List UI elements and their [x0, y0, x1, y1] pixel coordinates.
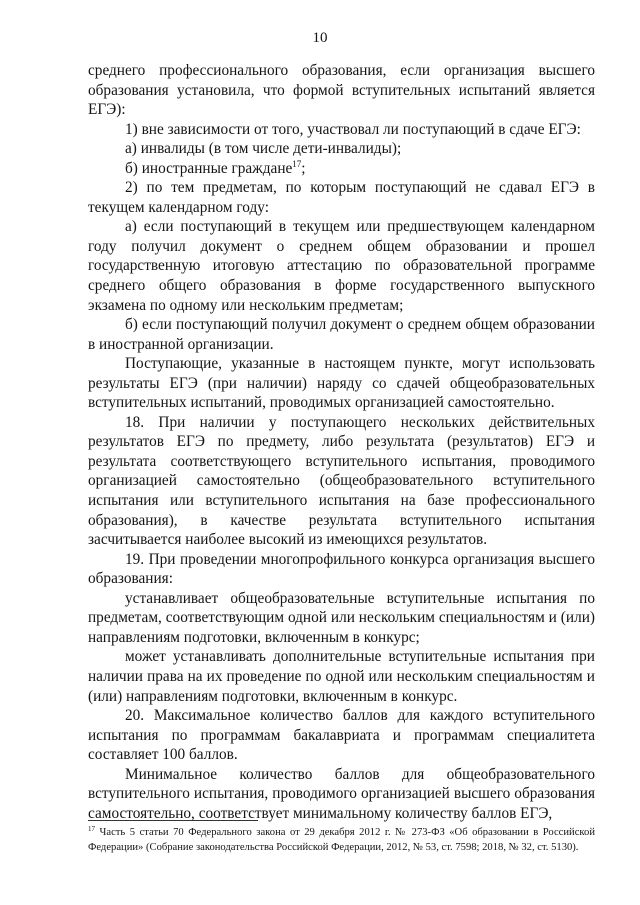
paragraph-item-1b: [88, 159, 595, 179]
footnote-separator: [88, 820, 258, 821]
page-number: 10: [312, 30, 328, 46]
paragraph-continuation: среднего профессионального образования, если организация высшего образования установила, что формой вступительных испытаний является ЕГЭ):: [88, 62, 595, 119]
paragraph-19: 19. При проведении многопрофильного конкурса организация высшего образования:: [88, 550, 595, 588]
paragraph-applicants-note: Поступающие, указанные в настоящем пункте, могут использовать результаты ЕГЭ (при наличии) наряду со сдачей общеобразовательных вступительных испытаний, проводимых организацией самостоятельно.: [88, 355, 595, 412]
paragraph-20: 20. Максимальное количество баллов для каждого вступительного испытания по программам бакалавриата и программам специалитета составляет 100 баллов.: [88, 707, 595, 764]
paragraph-item-2a: а) если поступающий в текущем или предшествующем календарном году получил документ о среднем общем образовании и прошел государственную итоговую аттестацию по образовательной программе среднего общего образования в форме государственного выпускного экзамена по одному или нескольким предметам;: [88, 218, 595, 314]
footnote: [88, 826, 595, 855]
paragraph-item-1: 1) вне зависимости от того, участвовал ли поступающий в сдаче ЕГЭ:: [125, 120, 581, 138]
paragraph-item-1b-text: б) иностранные граждане: [125, 159, 293, 177]
footnote-marker: 17: [88, 825, 95, 833]
paragraph-item-1a: а) инвалиды (в том числе дети-инвалиды);: [125, 140, 402, 158]
paragraph-item-2: 2) по тем предметам, по которым поступающий не сдавал ЕГЭ в текущем календарном году:: [88, 179, 595, 216]
paragraph-item-2b: б) если поступающий получил документ о среднем общем образовании в иностранной организации.: [88, 316, 595, 353]
footnote-reference: 17: [292, 158, 302, 169]
paragraph-19-additional: может устанавливать дополнительные вступительные испытания при наличии права на их проведение по одной или нескольким специальностям и (или) направлениям подготовки, включенным в конкурс.: [88, 648, 595, 705]
paragraph-18: 18. При наличии у поступающего нескольких действительных результатов ЕГЭ по предмету, либо результата (результатов) ЕГЭ и результата соответствующего вступительного испытания, проводимого организацией самостоятельно (общеобразовательного вступительного испытания или вступительного испытания на базе профессионального образования), в качестве результата вступительного испытания засчитывается наиболее высокий из имеющихся результатов.: [88, 413, 595, 549]
paragraph-minimum-score: Минимальное количество баллов для общеобразовательного вступительного испытания, проводимого организацией высшего образования самостоятельно, соответствует минимальному количеству баллов ЕГЭ,: [88, 765, 595, 822]
footnote-text: Часть 5 статьи 70 Федерального закона от 29 декабря 2012 г. № 273-ФЗ «Об образовании в Российской Федерации» (Собрание законодательства Российской Федерации, 2012, № 53, ст. 7598; 2018, № 32, ст. 5130).: [88, 827, 595, 853]
paragraph-19-establishes: устанавливает общеобразовательные вступительные испытания по предметам, соответствующим одной или нескольким специальностям и (или) направлениям подготовки, включенным в конкурс;: [88, 589, 595, 646]
paragraph-item-1b-suffix: ;: [301, 159, 306, 177]
document-body: [88, 61, 595, 823]
